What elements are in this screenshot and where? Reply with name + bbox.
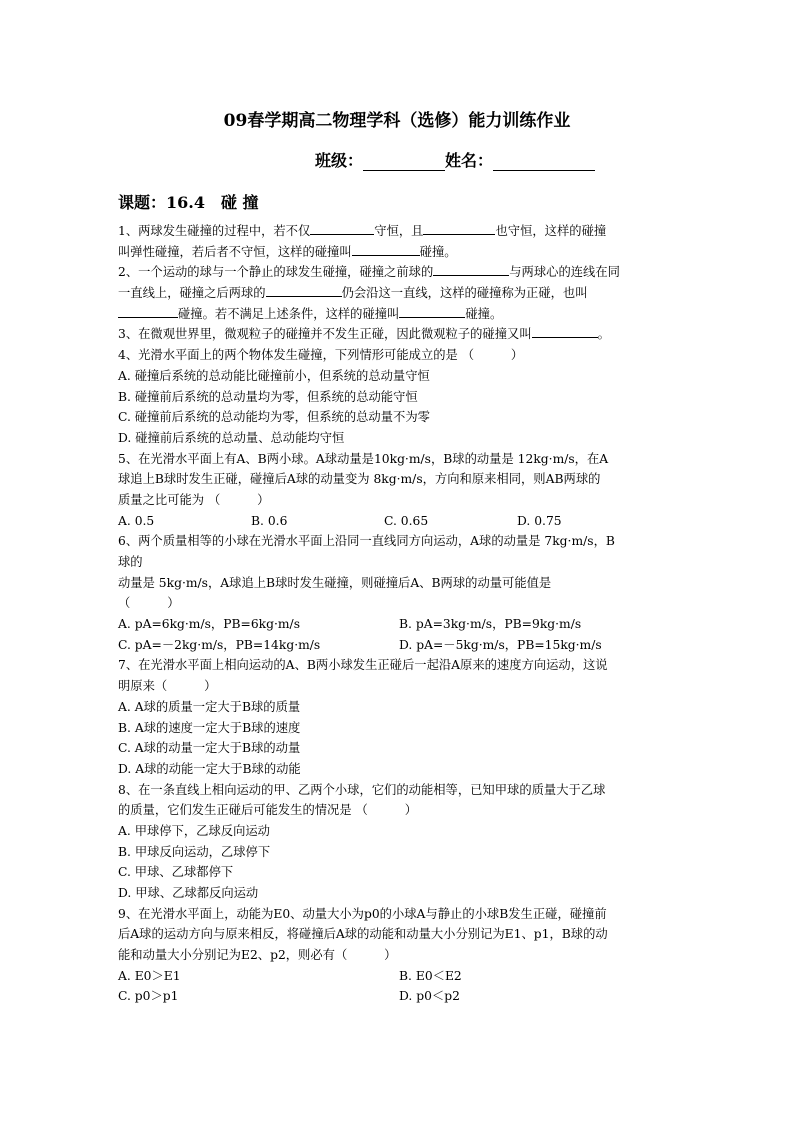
q2-text: 仍会沿这一直线，这样的碰撞称为正碰，也叫 (341, 286, 588, 301)
q9-line-1: 9、在光滑水平面上，动能为E0、动量大小为p0的小球A与静止的小球B发生正碰，碰撞前 (118, 906, 607, 921)
q1-line-1 (118, 221, 680, 242)
q2-text: 碰撞。若不满足上述条件，这样的碰撞叫 (178, 306, 400, 321)
q4-option-c: C. 碰撞前后系统的总动能均为零，但系统的总动量不为零 (118, 410, 430, 425)
q8-option-b: B. 甲球反向运动，乙球停下 (118, 844, 271, 859)
q1-text: 守恒，且 (374, 224, 424, 238)
q8-line-1: 8、在一条直线上相向运动的甲、乙两个小球，它们的动能相等，已知甲球的质量大于乙球 (118, 782, 606, 797)
question-list (118, 221, 680, 1007)
q4-stem: 4、光滑水平面上的两个物体发生碰撞，下列情形可能成立的是 （ ） (118, 348, 524, 363)
q7-option-c: C. A球的动量一定大于B球的动量 (118, 741, 301, 756)
q5-option-b: B. 0.6 (251, 513, 288, 528)
name-blank (493, 154, 595, 171)
q4-option-a: A. 碰撞后系统的总动能比碰撞前小，但系统的总动量守恒 (118, 368, 430, 383)
q5-line-1: 5、在光滑水平面上有A、B两小球。A球动量是10kg·m/s，B球的动量是 12kg·m/s，在A (118, 451, 609, 466)
q6-option-b: B. pA=3kg·m/s，PB=9kg·m/s (399, 617, 582, 632)
q9-option-a: A. E0＞E1 (118, 968, 181, 983)
q8-line-2: 的质量，它们发生正碰后可能发生的情况是 （ ） (118, 803, 418, 818)
q1-text: 碰撞。 (419, 244, 457, 259)
q2-line-3 (118, 304, 680, 325)
q6-line-1: 6、两个质量相等的小球在光滑水平面上沿同一直线同方向运动，A球的动量是 7kg·m/s，B (118, 534, 615, 549)
q5-options (118, 511, 680, 532)
q5-option-d: D. 0.75 (517, 513, 562, 528)
q5-option-c: C. 0.65 (384, 513, 429, 528)
q3-text: 。 (597, 327, 610, 342)
q7-line-1: 7、在光滑水平面上相向运动的A、B两小球发生正碰后一起沿A原来的速度方向运动，这说 (118, 658, 608, 673)
class-label: 班级： (315, 151, 364, 170)
q2-text: 2、一个运动的球与一个静止的球发生碰撞，碰撞之前球的 (118, 265, 434, 280)
q8-option-c: C. 甲球、乙球都停下 (118, 865, 234, 880)
q2-blank-4 (399, 305, 465, 318)
q2-line-2 (118, 283, 680, 304)
q3-blank-1 (532, 325, 598, 338)
q1-line-2 (118, 242, 680, 263)
q5-option-a: A. 0.5 (118, 513, 155, 528)
q7-option-d: D. A球的动能一定大于B球的动能 (118, 761, 301, 776)
q2-blank-1 (433, 263, 509, 276)
q9-options-row-2 (118, 986, 680, 1007)
q9-option-c: C. p0＞p1 (118, 989, 179, 1004)
q6-line-4: （ ） (118, 596, 180, 611)
q6-options-row-2 (118, 635, 680, 656)
class-blank (363, 154, 445, 171)
q2-text: 碰撞。 (465, 306, 503, 321)
q1-blank-1 (310, 222, 374, 235)
q5-line-2: 球追上B球时发生正碰，碰撞后A球的动量变为 8kg·m/s，方向和原来相同，则AB两球的 (118, 472, 601, 487)
student-info-line (315, 148, 595, 171)
q7-option-a: A. A球的质量一定大于B球的质量 (118, 699, 301, 714)
q6-option-c: C. pA=－2kg·m/s，PB=14kg·m/s (118, 637, 321, 652)
q6-line-3: 动量是 5kg·m/s，A球追上B球时发生碰撞，则碰撞后A、B两球的动量可能值是 (118, 575, 552, 590)
q9-line-3: 能和动量大小分别记为E2、p2，则必有（ ） (118, 948, 397, 963)
lesson-topic: 课题：16.4 碰 撞 (118, 193, 259, 212)
q6-option-a: A. pA=6kg·m/s，PB=6kg·m/s (118, 617, 301, 632)
q9-options-row-1 (118, 966, 680, 987)
q4-option-d: D. 碰撞前后系统的总动量、总动能均守恒 (118, 430, 345, 445)
q2-text: 与两球心的连线在同 (509, 265, 620, 280)
q4-option-b: B. 碰撞前后系统的总动量均为零，但系统的总动能守恒 (118, 389, 418, 404)
q2-text: 一直线上，碰撞之后两球的 (118, 286, 266, 301)
q1-text: 1、两球发生碰撞的过程中，若不仅 (118, 224, 311, 238)
q1-text: 叫弹性碰撞，若后者不守恒，这样的碰撞叫 (118, 244, 352, 259)
q3-text: 3、在微观世界里，微观粒子的碰撞并不发生正碰，因此微观粒子的碰撞又叫 (118, 327, 532, 342)
q7-option-b: B. A球的速度一定大于B球的速度 (118, 720, 301, 735)
q1-text: 也守恒，这样的碰撞 (495, 224, 607, 238)
q8-option-a: A. 甲球停下，乙球反向运动 (118, 823, 270, 838)
q1-blank-3 (352, 243, 420, 256)
q2-line-1 (118, 262, 680, 283)
q9-option-b: B. E0＜E2 (399, 968, 462, 983)
q6-options-row-1 (118, 614, 680, 635)
q6-line-2: 球的 (118, 555, 143, 569)
q7-line-2: 明原来（ ） (118, 679, 217, 694)
q3-line-1 (118, 324, 680, 345)
q9-option-d: D. p0＜p2 (399, 989, 460, 1004)
q8-option-d: D. 甲球、乙球都反向运动 (118, 886, 259, 900)
page-title: 09春学期高二物理学科（选修）能力训练作业 (223, 111, 571, 131)
q6-option-d: D. pA=－5kg·m/s，PB=15kg·m/s (399, 637, 602, 652)
q2-blank-2 (266, 284, 342, 297)
q5-line-3: 质量之比可能为 （ ） (118, 492, 270, 507)
q2-blank-3 (118, 305, 178, 318)
name-label: 姓名： (445, 151, 494, 170)
q1-blank-2 (423, 222, 495, 235)
q9-line-2: 后A球的运动方向与原来相反，将碰撞后A球的动能和动量大小分别记为E1、p1，B球的动 (118, 927, 608, 942)
